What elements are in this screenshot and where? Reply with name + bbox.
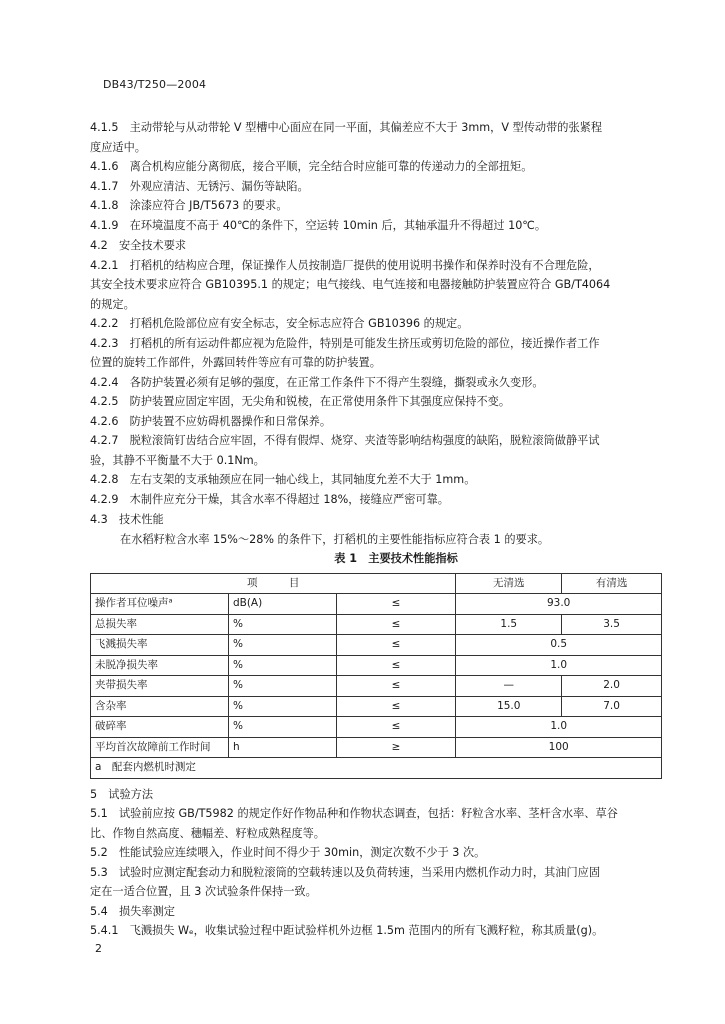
table-cell: 平均首次故障前工作时间 xyxy=(91,737,229,758)
table-cell: 含杂率 xyxy=(91,696,229,717)
clause-5-4-1: 5.4.1 飞溅损失 Wₑ，收集试验过程中距试验样机外边框 1.5m 范围内的所有飞溅籽粒，称其质量(g)。 xyxy=(90,924,604,937)
clause-4-2-3: 4.2.3 打稻机的所有运动件都应视为危险件，特别是可能发生挤压或剪切危险的部位，接近操作者工作 xyxy=(90,336,600,350)
table-footnote: a 配套内燃机时测定 xyxy=(91,758,662,779)
table-row xyxy=(91,676,662,697)
table-cell: 1.5 xyxy=(456,614,562,635)
page-number: 2 xyxy=(95,942,102,955)
text-line: 比、作物自然高度、穗幅差、籽粒成熟程度等。 xyxy=(90,826,325,840)
table-cell: % xyxy=(228,676,336,697)
table-row xyxy=(91,635,662,656)
clause-5-1: 5.1 试验前应按 GB/T5982 的规定作好作物品种和作物状态调查，包括：籽粒含水率、茎杆含水率、草谷 xyxy=(90,807,618,820)
table-row xyxy=(91,737,662,758)
table-cell: % xyxy=(228,635,336,656)
table-cell: 7.0 xyxy=(562,696,662,717)
table-cell: 2.0 xyxy=(562,676,662,697)
clause-4-2-6: 4.2.6 防护装置不应妨碍机器操作和日常保养。 xyxy=(90,414,332,428)
clause-4-1-6: 4.1.6 离合机构应能分离彻底，接合平顺，完全结合时应能可靠的传递动力的全部扭矩。 xyxy=(90,160,533,173)
table-cell: 1.0 xyxy=(456,655,662,676)
table-cell: 操作者耳位噪声ᵃ xyxy=(91,594,229,615)
table-cell: 15.0 xyxy=(456,696,562,717)
table-caption: 表 1 主要技术性能指标 xyxy=(334,552,458,565)
clause-4-2-4: 4.2.4 各防护装置必须有足够的强度，在正常工作条件下不得产生裂缝，撕裂或永久变形。 xyxy=(90,375,544,389)
table-cell: 3.5 xyxy=(562,614,662,635)
clause-4-2-5: 4.2.5 防护装置应固定牢固，无尖角和锐棱，在正常使用条件下其强度应保持不变。 xyxy=(90,395,511,408)
section-heading-5: 5 试验方法 xyxy=(90,787,154,801)
table-row xyxy=(91,614,662,635)
text-line: 其安全技术要求应符合 GB10395.1 的规定；电气接线、电气连接和电器接触防护装置应符合 GB/T4064 xyxy=(90,278,611,291)
section-heading-4-2: 4.2 安全技术要求 xyxy=(90,239,187,252)
clause-4-2-7: 4.2.7 脱粒滚筒钉齿结合应牢固，不得有假焊、烧穿、夹渣等影响结构强度的缺陷，脱粒滚筒做静平试 xyxy=(90,434,600,447)
table-cell: h xyxy=(228,737,336,758)
document-header: DB43/T250—2004 xyxy=(103,78,207,91)
document-body xyxy=(90,118,662,941)
table-cell: ≤ xyxy=(336,614,456,635)
performance-table xyxy=(90,573,662,779)
clause-4-2-8: 4.2.8 左右支架的支承轴颈应在同一轴心线上，其同轴度允差不大于 1mm。 xyxy=(90,473,476,486)
text-line: 定在一适合位置，且 3 次试验条件保持一致。 xyxy=(90,885,317,898)
text-line: 位置的旋转工作部件，外露回转件等应有可靠的防护装置。 xyxy=(90,356,381,369)
table-row xyxy=(91,655,662,676)
clause-4-2-9: 4.2.9 木制件应充分干燥，其含水率不得超过 18%，接缝应严密可靠。 xyxy=(90,492,449,506)
clause-4-3-text: 在水稻籽粒含水率 15%～28% 的条件下，打稻机的主要性能指标应符合表 1 的要求。 xyxy=(120,532,550,546)
table-cell: — xyxy=(456,676,562,697)
table-cell: ≤ xyxy=(336,655,456,676)
table-cell: ≥ xyxy=(336,737,456,758)
clause-4-1-9: 4.1.9 在环境温度不高于 40℃的条件下，空运转 10min 后，其轴承温升不得超过 10℃。 xyxy=(90,218,547,232)
table-cell: 93.0 xyxy=(456,594,662,615)
table-header-item: 项 目 xyxy=(91,573,456,594)
table-cell: ≤ xyxy=(336,594,456,615)
table-cell: 1.0 xyxy=(456,717,662,738)
table-cell: 夹带损失率 xyxy=(91,676,229,697)
table-cell: 100 xyxy=(456,737,662,758)
clause-4-1-7: 4.1.7 外观应清洁、无锈污、漏伤等缺陷。 xyxy=(90,179,309,193)
table-cell: 飞溅损失率 xyxy=(91,635,229,656)
table-cell: % xyxy=(228,696,336,717)
clause-5-2: 5.2 性能试验应连续喂入，作业时间不得少于 30min，测定次数不少于 3 次。 xyxy=(90,846,486,859)
table-row xyxy=(91,594,662,615)
clause-5-3: 5.3 试验时应测定配套动力和脱粒滚筒的空载转速以及负荷转速，当采用内燃机作动力时，其油门应固 xyxy=(90,865,601,879)
clause-4-2-1: 4.2.1 打稻机的结构应合理，保证操作人员按制造厂提供的使用说明书操作和保养时没有不合理危险， xyxy=(90,258,600,272)
table-cell: 0.5 xyxy=(456,635,662,656)
table-cell: 未脱净损失率 xyxy=(91,655,229,676)
text-line: 验，其静不平衡量不大于 0.1Nm。 xyxy=(90,453,265,467)
clause-4-1-5: 4.1.5 主动带轮与从动带轮 V 型槽中心面应在同一平面，其偏差应不大于 3mm，V 型传动带的张紧程 xyxy=(90,121,603,134)
table-cell: % xyxy=(228,655,336,676)
table-cell: % xyxy=(228,614,336,635)
table-cell: ≤ xyxy=(336,717,456,738)
table-header-no-cleaning: 无清选 xyxy=(456,573,562,594)
table-header-row xyxy=(91,573,662,594)
clause-4-2-2: 4.2.2 打稻机危险部位应有安全标志，安全标志应符合 GB10396 的规定。 xyxy=(90,317,469,330)
section-heading-5-4: 5.4 损失率测定 xyxy=(90,904,175,918)
table-cell: 破碎率 xyxy=(91,717,229,738)
table-cell: 总损失率 xyxy=(91,614,229,635)
table-cell: dB(A) xyxy=(228,594,336,615)
clause-4-1-8: 4.1.8 涂漆应符合 JB/T5673 的要求。 xyxy=(90,199,288,212)
table-cell: % xyxy=(228,717,336,738)
table-row xyxy=(91,696,662,717)
text-line: 度应适中。 xyxy=(90,140,146,154)
table-footnote-row xyxy=(91,758,662,779)
table-cell: ≤ xyxy=(336,635,456,656)
section-heading-4-3: 4.3 技术性能 xyxy=(90,513,164,526)
table-row xyxy=(91,717,662,738)
table-cell: ≤ xyxy=(336,676,456,697)
table-cell: ≤ xyxy=(336,696,456,717)
table-header-with-cleaning: 有清选 xyxy=(562,573,662,594)
text-line: 的规定。 xyxy=(90,297,135,311)
